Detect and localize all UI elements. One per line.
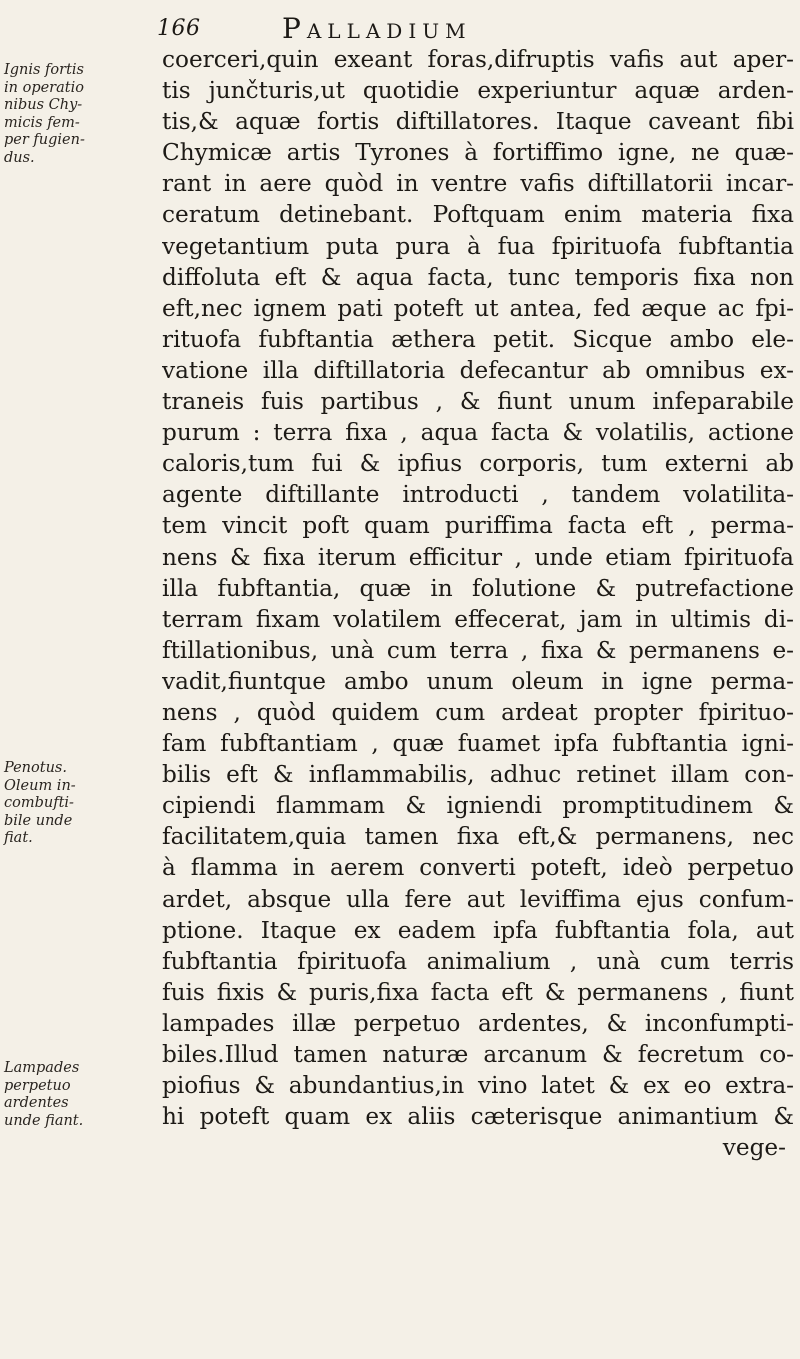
main-text-block	[162, 44, 794, 1163]
running-title: Palladium	[282, 12, 472, 45]
text-line: caloris,tum fui & ipfius corporis, tum externi ab	[162, 450, 794, 478]
text-line: Chymicæ artis Tyrones à fortiffimo igne, ne quæ-	[162, 139, 794, 167]
text-line: biles.Illud tamen naturæ arcanum & fecretum co-	[162, 1041, 794, 1068]
text-line: à flamma in aerem converti poteft, ideò perpetuo	[162, 854, 794, 882]
text-line: vegetantium puta pura à fua fpirituofa fubftantia	[162, 232, 794, 260]
margin-note-line: fiat.	[4, 830, 33, 846]
text-line: bilis eft & inflammabilis, adhuc retinet illam con-	[162, 761, 794, 789]
margin-note-line: Oleum in-	[4, 777, 76, 794]
text-line: coerceri,quin exeant foras,difruptis vafis aut aper-	[162, 46, 794, 73]
text-line: traneis fuis partibus , & fiunt unum infeparabile	[162, 388, 794, 416]
text-line: lampades illæ perpetuo ardentes, & inconfumpti-	[162, 1009, 794, 1037]
text-line: ftillationibus, unà cum terra , fixa & permanens e-	[162, 636, 794, 664]
text-line: illa fubftantia, quæ in folutione & putrefactione	[162, 574, 794, 602]
text-line: vadit,fiuntque ambo unum oleum in igne perma-	[162, 667, 794, 695]
margin-note-line: perpetuo	[4, 1077, 71, 1094]
text-line: fam fubftantiam , quæ fuamet ipfa fubftantia igni-	[162, 730, 794, 758]
margin-note-line: dus.	[4, 149, 35, 166]
margin-note-line: Lampades	[4, 1060, 80, 1076]
margin-note-line: nibus Chy-	[4, 97, 83, 113]
page-header	[0, 10, 800, 44]
text-line: vatione illa diftillatoria defecantur ab omnibus ex-	[162, 356, 794, 384]
text-line: terram fixam volatilem effecerat, jam in ultimis di-	[162, 605, 794, 633]
text-line: nens , quòd quidem cum ardeat propter fpirituo-	[162, 698, 794, 726]
margin-note-lampades	[4, 1060, 154, 1130]
text-line: piofius & abundantius,in vino latet & ex eo extra-	[162, 1072, 794, 1100]
text-line: facilitatem,quia tamen fixa eft,& permanens, nec	[162, 823, 794, 851]
margin-note-line: combufti-	[4, 795, 74, 811]
text-line: tis junčturis,ut quotidie experiuntur aquæ arden-	[162, 77, 794, 105]
margin-note-line: in operatio	[4, 79, 84, 96]
margin-note-penotus	[4, 760, 154, 848]
text-line: ptione. Itaque ex eadem ipfa fubftantia fola, aut	[162, 916, 794, 944]
text-line: rituofa fubftantia æthera petit. Sicque ambo ele-	[162, 325, 794, 353]
text-line: tem vincit poft quam puriffima facta eft , perma-	[162, 512, 794, 540]
margin-note-line: unde fiant.	[4, 1112, 84, 1129]
text-line: fubftantia fpirituofa animalium , unà cum terris	[162, 947, 794, 975]
margin-note-line: micis fem-	[4, 114, 80, 131]
text-line: rant in aere quòd in ventre vafis diftillatorii incar-	[162, 170, 794, 198]
margin-note-line: per fugien-	[4, 132, 85, 148]
text-line: ardet, absque ulla fere aut leviffima ejus confum-	[162, 885, 794, 913]
margin-note-line: Ignis fortis	[4, 62, 84, 78]
margin-note-ignis	[4, 62, 154, 167]
text-line: agente diftillante introducti , tandem volatilita-	[162, 481, 794, 509]
text-line: tis,& aquæ fortis diftillatores. Itaque caveant fibi	[162, 108, 794, 136]
text-line: hi poteft quam ex aliis cæterisque animantium &	[162, 1103, 794, 1131]
margin-note-line: ardentes	[4, 1095, 69, 1111]
text-line: nens & fixa iterum efficitur , unde etiam fpirituofa	[162, 543, 794, 571]
text-line: diffoluta eft & aqua facta, tunc temporis fixa non	[162, 263, 794, 291]
catchword: vege-	[722, 1134, 786, 1162]
text-line: cipiendi flammam & igniendi promptitudinem &	[162, 792, 794, 820]
margin-note-line: bile unde	[4, 812, 73, 829]
page-number: 166	[157, 16, 201, 41]
text-line: ceratum detinebant. Poftquam enim materia fixa	[162, 201, 794, 229]
text-line: eft,nec ignem pati poteft ut antea, fed æque ac fpi-	[162, 294, 794, 322]
margin-note-line: Penotus.	[4, 760, 67, 776]
text-line: fuis fixis & puris,fixa facta eft & permanens , fiunt	[162, 978, 794, 1006]
text-line: purum : terra fixa , aqua facta & volatilis, actione	[162, 419, 794, 447]
